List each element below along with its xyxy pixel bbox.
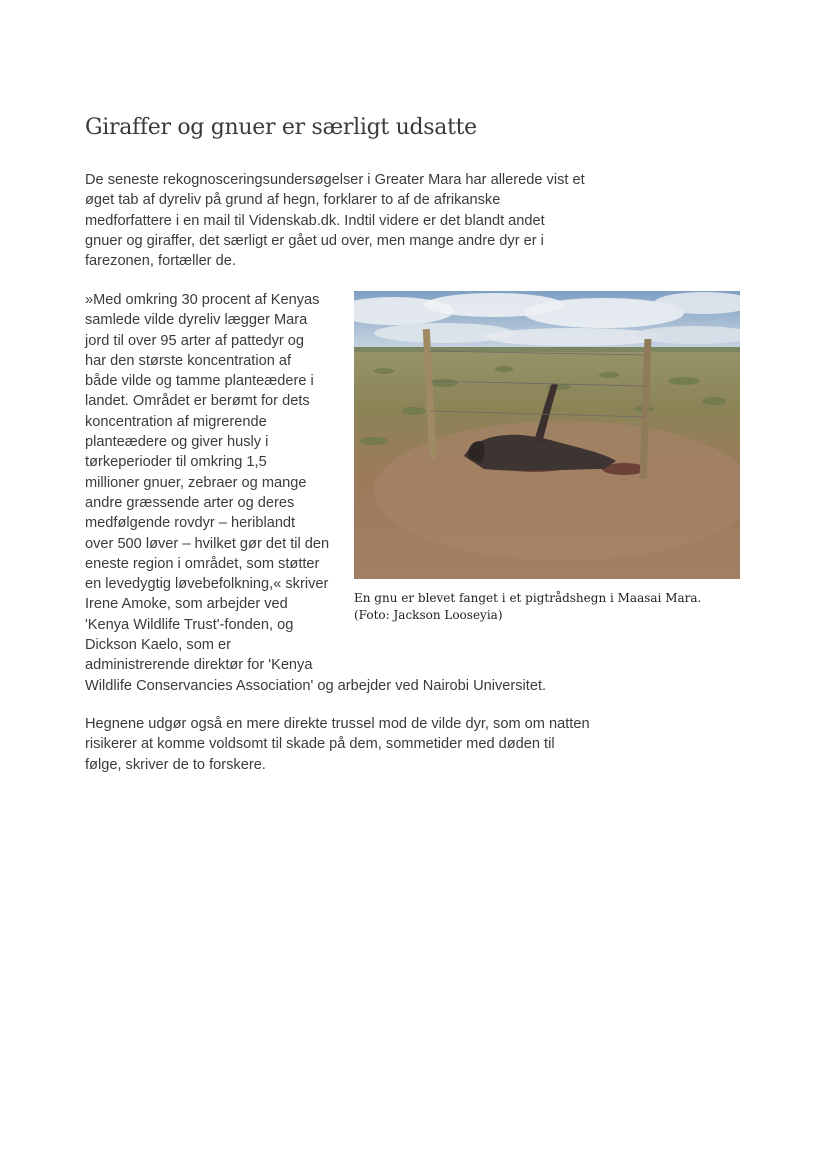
text-line: medfølgende rovdyr – heriblandt — [85, 515, 296, 532]
text-line: samlede vilde dyreliv lægger Mara — [85, 312, 308, 329]
text-line: »Med omkring 30 procent af Kenyas — [85, 292, 320, 308]
article-figure — [354, 291, 740, 624]
text-line: både vilde og tamme planteædere i — [85, 373, 314, 390]
text-line: administrerende direktør for 'Kenya — [85, 657, 313, 674]
text-line: landet. Området er berømt for dets — [85, 393, 310, 410]
text-line: koncentration af migrerende — [85, 413, 267, 430]
text-line: tørkeperioder til omkring 1,5 — [85, 454, 267, 471]
photo-credit: (Foto: Jackson Looseyia) — [354, 608, 503, 622]
text-line: øget tab af dyreliv på grund af hegn, forklarer to af de afrikanske — [85, 192, 501, 209]
text-line: følge, skriver de to forskere. — [85, 756, 266, 773]
text-line: Wildlife Conservancies Association' og arbejder ved Nairobi Universitet. — [85, 677, 547, 694]
text-line: Irene Amoke, som arbejder ved — [85, 596, 288, 613]
text-line: De seneste rekognosceringsundersøgelser i Greater Mara har allerede vist et — [85, 172, 585, 188]
text-line: Hegnene udgør også en mere direkte trussel mod de vilde dyr, som om natten — [85, 716, 590, 732]
text-line: farezonen, fortæller de. — [85, 253, 236, 270]
text-line: eneste region i området, som støtter — [85, 555, 320, 572]
text-line: 'Kenya Wildlife Trust'-fonden, og — [85, 616, 294, 633]
text-line: millioner gnuer, zebraer og mange — [85, 474, 307, 491]
text-line: over 500 løver – hvilket gør det til den — [85, 535, 330, 552]
figure-caption — [354, 590, 740, 624]
text-line: Dickson Kaelo, som er — [85, 637, 231, 654]
text-line: medforfattere i en mail til Videnskab.dk. Indtil videre er det blandt andet — [85, 212, 545, 229]
text-line: har den største koncentration af — [85, 352, 292, 369]
text-line: planteædere og giver husly i — [85, 434, 269, 451]
paragraph-intro — [85, 170, 585, 271]
text-line: gnuer og giraffer, det særligt er gået ud over, men mange andre dyr er i — [85, 232, 544, 249]
paragraph-closing — [85, 714, 590, 775]
article-heading: Giraffer og gnuer er særligt udsatte — [85, 115, 477, 140]
text-line: risikerer at komme voldsomt til skade på dem, sommetider med døden til — [85, 736, 555, 753]
caption-text: En gnu er blevet fanget i et pigtrådshegn i Maasai Mara. — [354, 591, 702, 605]
text-line: jord til over 95 arter af pattedyr og — [85, 332, 305, 349]
text-line: andre græssende arter og deres — [85, 494, 295, 511]
text-line: en levedygtig løvebefolkning,« skriver — [85, 576, 329, 593]
wildebeest-fence-photo — [354, 291, 740, 579]
